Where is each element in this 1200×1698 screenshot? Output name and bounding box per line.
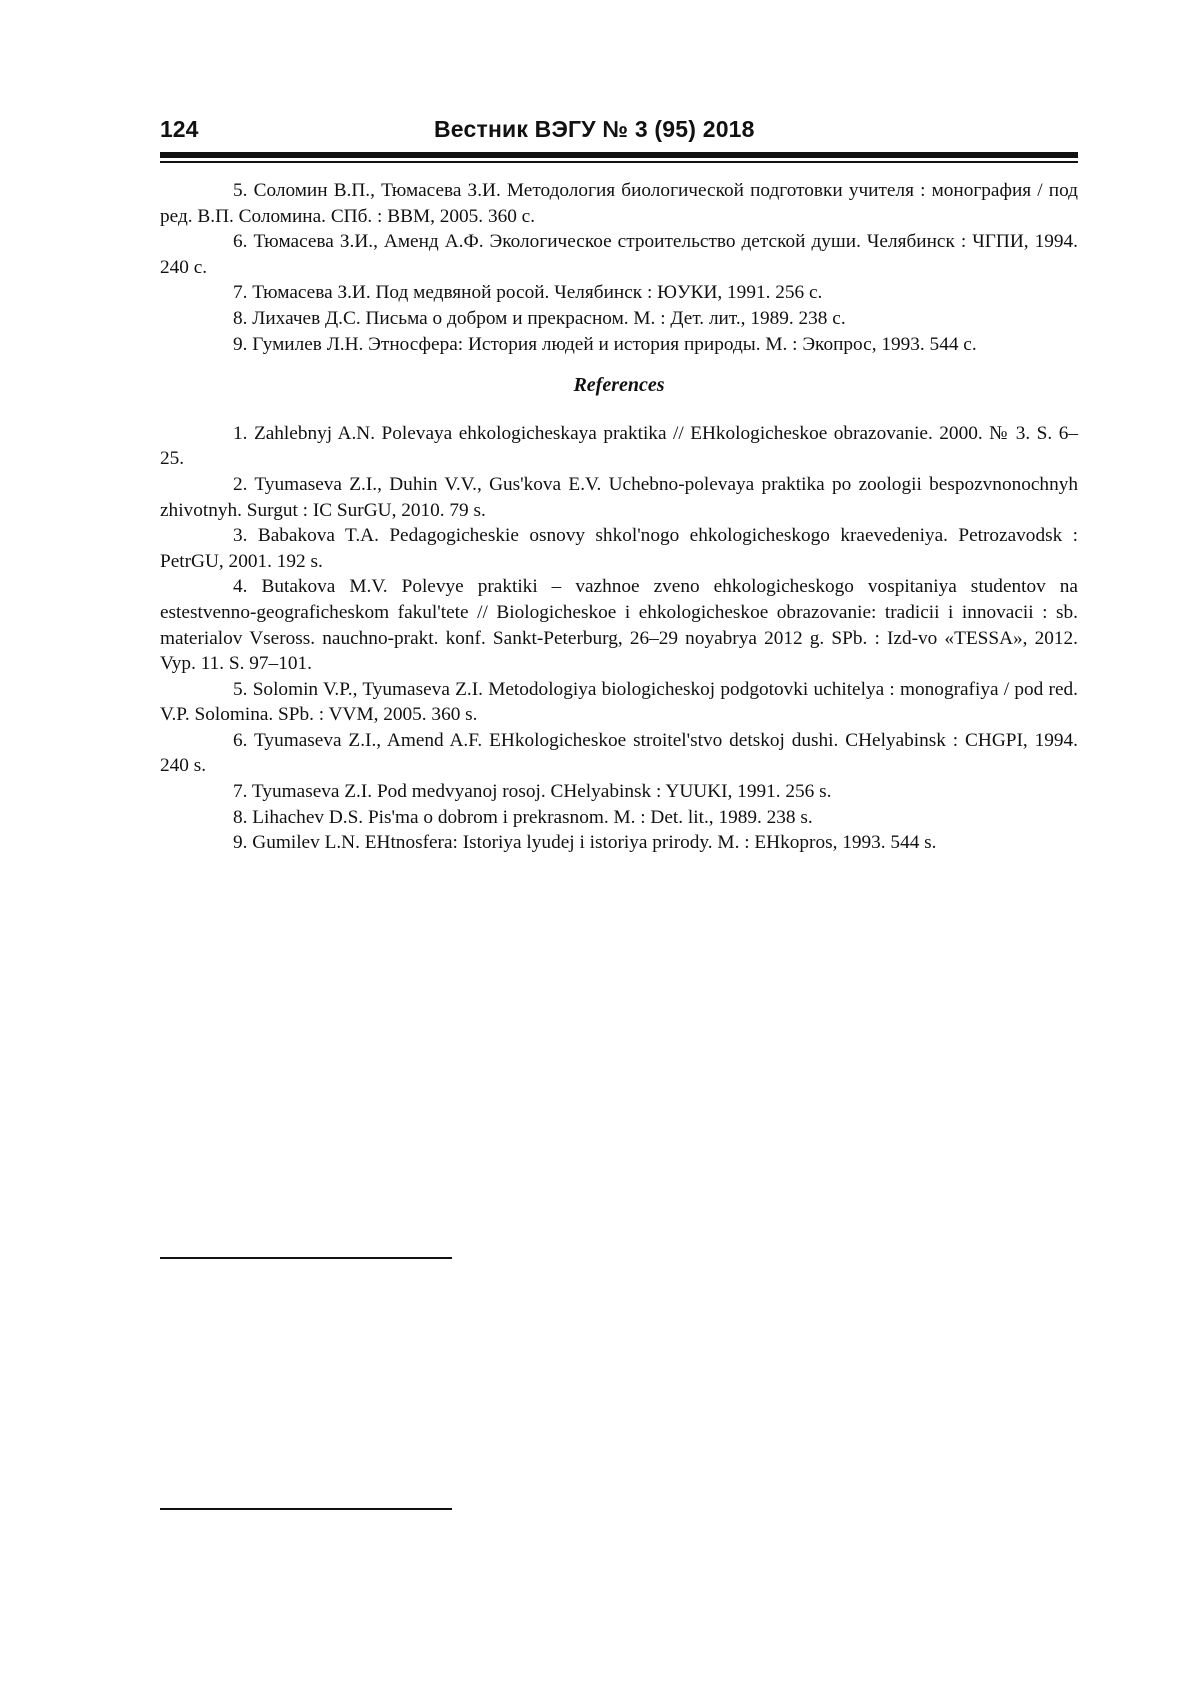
header-rule-thin xyxy=(160,161,1078,163)
reference-item-en-1: 1. Zahlebnyj A.N. Polevaya ehkologicheskaya praktika // EHkologicheskoe obrazovanie. 2000. № 3. S. 6–25. xyxy=(160,422,1078,470)
reference-item-ru-7: 7. Тюмасева З.И. Под медвяной росой. Челябинск : ЮУКИ, 1991. 256 с. xyxy=(233,282,823,304)
reference-item-en-7: 7. Tyumaseva Z.I. Pod medvyanoj rosoj. CHelyabinsk : YUUKI, 1991. 256 s. xyxy=(233,781,832,803)
reference-item-en-2: 2. Tyumaseva Z.I., Duhin V.V., Gus'kova E.V. Uchebno-polevaya praktika po zoologii bespozvnonochnyh zhivotnyh. Surgut : IC SurGU, 2010. 79 s. xyxy=(160,473,1078,521)
footnote-separator xyxy=(160,1508,452,1510)
page-header xyxy=(160,116,1078,152)
reference-item-ru-6: 6. Тюмасева З.И., Аменд А.Ф. Экологическое строительство детской души. Челябинск : ЧГПИ, 1994. 240 с. xyxy=(160,231,1078,278)
reference-item-en-8: 8. Lihachev D.S. Pis'ma o dobrom i prekrasnom. M. : Det. lit., 1989. 238 s. xyxy=(233,806,813,828)
page-number: 124 xyxy=(160,116,199,142)
footnote-separator xyxy=(160,1257,452,1259)
reference-item-en-6: 6. Tyumaseva Z.I., Amend A.F. EHkologicheskoe stroitel'stvo detskoj dushi. CHelyabinsk : CHGPI, 1994. 240 s. xyxy=(160,729,1078,777)
reference-item-ru-5: 5. Соломин В.П., Тюмасева З.И. Методология биологической подготовки учителя : монография / под ред. В.П. Соломина. СПб. : ВВМ, 2005. 360 с. xyxy=(160,180,1078,227)
reference-item-en-4: 4. Butakova M.V. Polevye praktiki – vazhnoe zveno ehkologicheskogo vospitaniya studentov na estestvenno-geograficheskom fakul'tete // Biologicheskoe i ehkologicheskoe obrazovanie: tradicii i innovacii : sb. materialov Vseross. nauchno-prakt. konf. Sankt-Peterburg, 26–29 noyabrya 2012 g. SPb. : Izd-vo «TESSA», 2012. Vyp. 11. S. 97–101. xyxy=(160,576,1078,675)
reference-item-en-5: 5. Solomin V.P., Tyumaseva Z.I. Metodologiya biologicheskoj podgotovki uchitelya : monografiya / pod red. V.P. Solomina. SPb. : VVM, 2005. 360 s. xyxy=(160,678,1078,726)
reference-item-en-9: 9. Gumilev L.N. EHtnosfera: Istoriya lyudej i istoriya prirody. M. : EHkopros, 1993. 544 s. xyxy=(233,832,937,854)
reference-item-ru-9: 9. Гумилев Л.Н. Этносфера: История людей и история природы. М. : Экопрос, 1993. 544 с. xyxy=(233,333,977,355)
journal-title: Вестник ВЭГУ № 3 (95) 2018 xyxy=(434,116,755,142)
reference-list xyxy=(160,178,1078,856)
reference-item-ru-8: 8. Лихачев Д.С. Письма о добром и прекрасном. М. : Дет. лит., 1989. 238 с. xyxy=(233,307,846,329)
header-rule-thick xyxy=(160,152,1078,158)
reference-item-en-3: 3. Babakova T.A. Pedagogicheskie osnovy shkol'nogo ehkologicheskogo kraevedeniya. Petrozavodsk : PetrGU, 2001. 192 s. xyxy=(160,525,1078,572)
references-heading: References xyxy=(573,374,665,397)
